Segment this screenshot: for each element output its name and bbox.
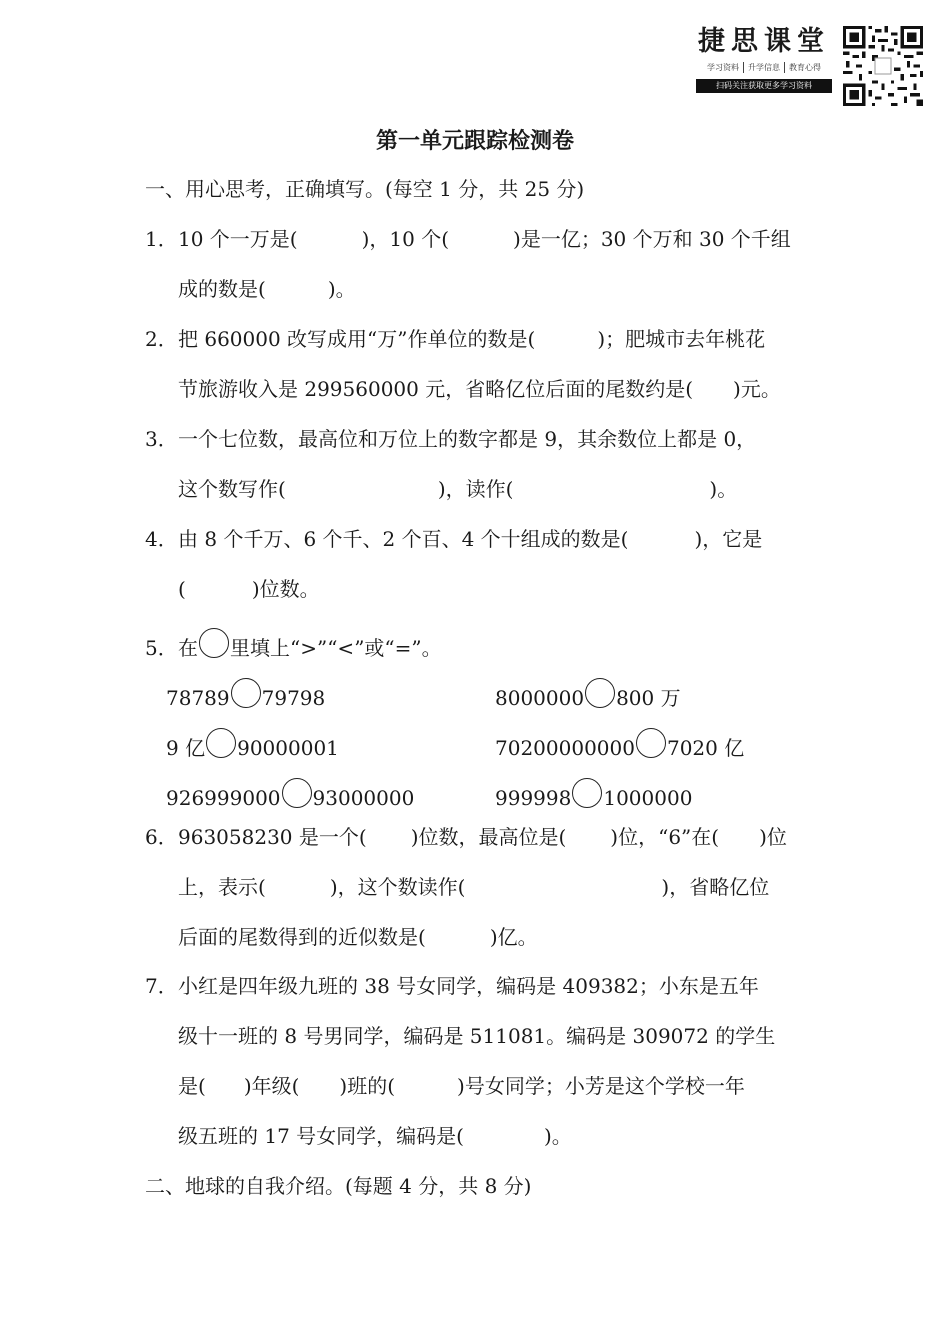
page-title: 第一单元跟踪检测卷: [375, 129, 574, 154]
question-number: 4．: [145, 527, 178, 551]
comparison-item: 926999000 93000000: [166, 778, 414, 813]
brand-block: [696, 26, 832, 93]
brand-tag: 升学信息: [744, 62, 785, 73]
question-number: 5．: [145, 636, 178, 660]
comparison-item: 9 亿 90000001: [166, 728, 339, 763]
qr-code-icon[interactable]: [843, 26, 923, 106]
question-7-line-3: 是( )年级( )班的( )号女同学；小芳是这个学校一年: [178, 1074, 745, 1098]
brand-tag: 学习资料: [703, 62, 744, 73]
comparison-item: 70200000000 7020 亿: [495, 728, 744, 763]
question-3-line-1: 3．一个七位数，最高位和万位上的数字都是 9，其余数位上都是 0，: [145, 424, 756, 454]
compare-circle[interactable]: [572, 778, 602, 808]
question-6-line-3: 后面的尾数得到的近似数是( )亿。: [178, 925, 538, 949]
question-3-line-2: 这个数写作( )，读作( )。: [178, 477, 738, 501]
question-6-line-2: 上，表示( )，这个数读作( )，省略亿位: [178, 875, 770, 899]
question-2-line-1: 2．把 660000 改写成用“万”作单位的数是( )；肥城市去年桃花: [145, 324, 765, 354]
section-heading: 一、用心思考，正确填写。(每空 1 分，共 25 分): [145, 177, 585, 201]
brand-bar: 扫码关注获取更多学习资料: [696, 79, 832, 93]
question-2-line-2: 节旅游收入是 299560000 元，省略亿位后面的尾数约是( )元。: [178, 377, 781, 401]
compare-circle[interactable]: [231, 678, 261, 708]
question-1-line-2: 成的数是( )。: [178, 277, 356, 301]
compare-circle[interactable]: [206, 728, 236, 758]
question-number: 7．: [145, 974, 178, 998]
question-1-line-1: 1．10 个一万是( )，10 个( )是一亿；30 个万和 30 个千组: [145, 224, 791, 254]
compare-circle[interactable]: [282, 778, 312, 808]
brand-tag: 教育心得: [789, 63, 821, 72]
question-7-line-4: 级五班的 17 号女同学，编码是( )。: [178, 1124, 572, 1148]
compare-circle[interactable]: [585, 678, 615, 708]
question-4-line-1: 4．由 8 个千万、6 个千、2 个百、4 个十组成的数是( )，它是: [145, 524, 762, 554]
question-6-line-1: 6．963058230 是一个( )位数，最高位是( )位，“6”在( )位: [145, 822, 787, 852]
question-4-line-2: ( )位数。: [178, 577, 320, 601]
question-5-line-1: 5．在 里填上“>”“<”或“=”。: [145, 628, 442, 663]
comparison-item: 8000000 800 万: [495, 678, 681, 713]
question-number: 6．: [145, 825, 178, 849]
compare-circle[interactable]: [636, 728, 666, 758]
section-heading: 二、地球的自我介绍。(每题 4 分，共 8 分): [145, 1174, 532, 1198]
comparison-item: 78789 79798: [166, 678, 325, 713]
brand-tags: [696, 62, 832, 73]
question-number: 1．: [145, 227, 178, 251]
question-7-line-1: 7．小红是四年级九班的 38 号女同学，编码是 409382；小东是五年: [145, 971, 759, 1001]
question-number: 2．: [145, 327, 178, 351]
circle-icon: [199, 628, 229, 658]
question-7-line-2: 级十一班的 8 号男同学，编码是 511081。编码是 309072 的学生: [178, 1024, 776, 1048]
question-number: 3．: [145, 427, 178, 451]
comparison-item: 999998 1000000: [495, 778, 692, 813]
brand-name: 捷思课堂: [698, 26, 830, 57]
